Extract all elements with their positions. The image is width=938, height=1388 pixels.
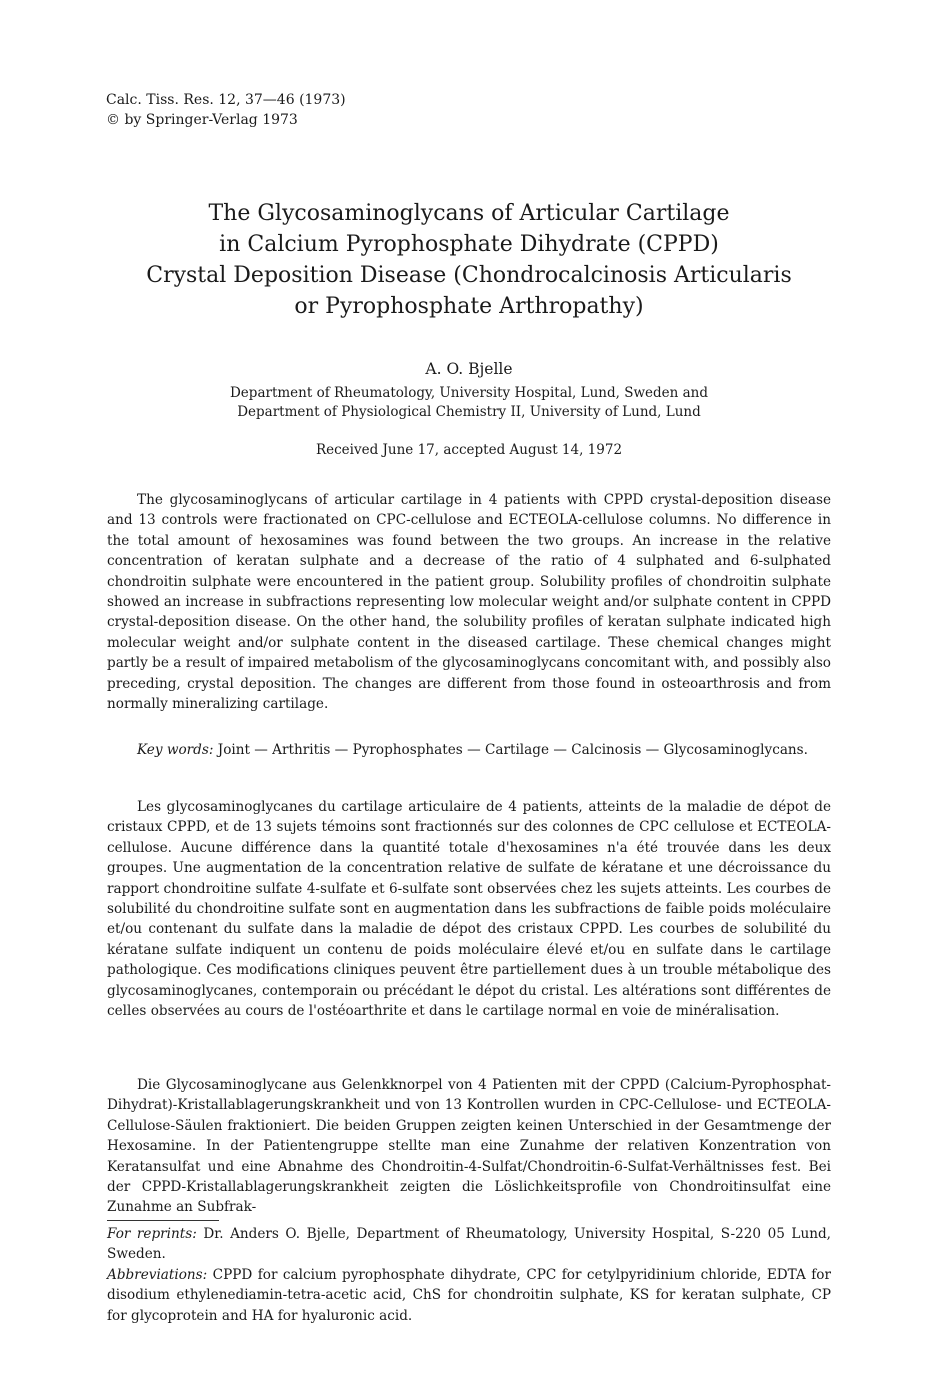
keywords-label: Key words: [137, 742, 214, 758]
journal-copyright: © by Springer-Verlag 1973 [106, 112, 298, 128]
title-line-2: in Calcium Pyrophosphate Dihydrate (CPPD) [219, 232, 719, 257]
affiliation-line-2: Department of Physiological Chemistry II, University of Lund, Lund [237, 404, 701, 420]
title-line-3: Crystal Deposition Disease (Chondrocalcinosis Articularis [146, 263, 792, 288]
keywords [107, 740, 831, 760]
reprints-text: Dr. Anders O. Bjelle, Department of Rheumatology, University Hospital, S-220 05 Lund, Sweden. [107, 1226, 831, 1263]
title-line-4: or Pyrophosphate Arthropathy) [294, 294, 644, 319]
abstract-german: Die Glycosaminoglycane aus Gelenkknorpel von 4 Patienten mit der CPPD (Calcium-Pyrophosphat-Dihydrat)-Kristallablagerungskrankheit und von 13 Kontrollen wurden in CPC-Cellulose- und ECTEOLA-Cellulose-Säulen fraktioniert. Die beiden Gruppen zeigten keinen Unterschied in der Gesamtmenge der Hexosamine. In der Patientengruppe stellte man eine Zunahme der relativen Konzentration von Keratansulfat und eine Abnahme des Chondroitin-4-Sulfat/Chondroitin-6-Sulfat-Verhältnisses fest. Bei der CPPD-Kristallablagerungskrankheit zeigten die Löslichkeitsprofile von Chondroitinsulfat eine Zunahme an Subfrak- [107, 1077, 831, 1216]
footnote-reprints [107, 1224, 831, 1265]
title-line-1: The Glycosaminoglycans of Articular Cartilage [208, 201, 730, 226]
reprints-label: For reprints: [107, 1226, 197, 1242]
footnote-divider [107, 1220, 219, 1221]
abbreviations-label: Abbreviations: [107, 1266, 208, 1283]
author-name: A. O. Bjelle [425, 360, 513, 378]
journal-citation: Calc. Tiss. Res. 12, 37—46 (1973) [106, 92, 346, 108]
abstract-french: Les glycosaminoglycanes du cartilage articulaire de 4 patients, atteints de la maladie de dépot de cristaux CPPD, et de 13 sujets témoins sont fractionnés sur des colonnes de CPC cellulose et ECTEOLA-cellulose. Aucune différence dans la quantité totale d'hexosamines n'a été trouvée dans les deux groupes. Une augmentation de la concentration relative de sulfate de kératane et une décroissance du rapport chondroitine sulfate 4-sulfate et 6-sulfate sont observées chez les sujets atteints. Les courbes de solubilité du chondroitine sulfate sont en augmentation dans les subfractions de faible poids moléculaire et/ou contenant du sulfate dans la maladie de dépot des cristaux CPPD. Les courbes de solubilité du kératane sulfate indiquent un contenu de poids moléculaire élevé et/ou en sulfate dans le cartilage pathologique. Ces modifications cliniques peuvent être partiellement dues à un trouble métabolique des glycosaminoglycanes, contemporain ou précédant le dépot du cristal. Les altérations sont différentes de celles observées au cours de l'ostéoarthrite et dans le cartilage normal en voie de minéralisation. [107, 799, 831, 1020]
journal-reference [106, 90, 346, 130]
keywords-text: Joint — Arthritis — Pyrophosphates — Cartilage — Calcinosis — Glycosaminoglycans. [217, 742, 808, 758]
paper-title [80, 198, 858, 322]
footnotes [107, 1224, 831, 1326]
footnote-abbreviations [107, 1265, 831, 1326]
abbreviations-text: CPPD for calcium pyrophosphate dihydrate, CPC for cetylpyridinium chloride, EDTA for disodium ethylenediamin-tetra-acetic acid, ChS for chondroitin sulphate, KS for keratan sulphate, CP for glycoprotein and HA for hyaluronic acid. [107, 1266, 831, 1324]
received-date: Received June 17, accepted August 14, 1972 [315, 442, 623, 458]
author-affiliation [80, 384, 858, 422]
abstract-english: The glycosaminoglycans of articular cartilage in 4 patients with CPPD crystal-deposition disease and 13 controls were fractionated on CPC-cellulose and ECTEOLA-cellulose columns. No difference in the total amount of hexosamines was found between the two groups. An increase in the relative concentration of keratan sulphate and a decrease of the ratio of 4 sulphated and 6-sulphated chondroitin sulphate were encountered in the patient group. Solubility profiles of chondroitin sulphate showed an increase in subfractions representing low molecular weight and/or sulphate content in CPPD crystal-deposition disease. On the other hand, the solubility profiles of keratan sulphate indicated high molecular weight and/or sulphate content in the diseased cartilage. These chemical changes might partly be a result of impaired metabolism of the glycosaminoglycans concomitant with, and possibly also preceding, crystal deposition. The changes are different from those found in osteoarthrosis and from normally mineralizing cartilage. [107, 492, 831, 713]
affiliation-line-1: Department of Rheumatology, University Hospital, Lund, Sweden and [229, 385, 709, 401]
